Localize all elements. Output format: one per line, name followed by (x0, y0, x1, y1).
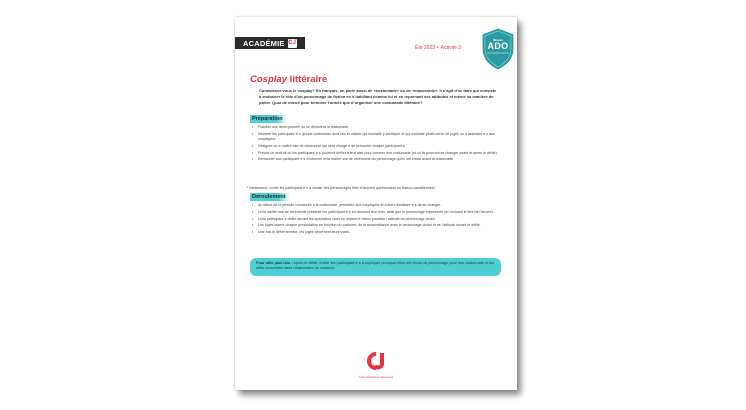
list-item: • Les juges notent chaque présentation en fonction du costume, de la ressemblance avec le personnage choisi et de l’attitude durant le défilé. (252, 223, 502, 228)
list-item: • Le/la participant·e défile devant les spectateur·rices en imitant le mieux possible l’attitude du personnage choisi. (252, 217, 502, 222)
list-item: • Demander aux participant·e·s d’informer le/la maître·sse de cérémonie du personnage qu’ils ont choisi avant la costumade. (252, 157, 502, 162)
list-item: • Planifier une demi-journée où se déroulera la costumade. (252, 125, 502, 130)
badge-level-text: ADO (487, 41, 509, 51)
section-heading-deroulement: Déroulement (250, 193, 290, 201)
header-bar (235, 37, 305, 49)
list-item: • Au début de la période consacrée à la costumade, permettre aux cosplayers et à leurs assistant·e·s de se changer. (252, 203, 502, 208)
tip-label: Pour aller plus loin : (256, 261, 293, 265)
separator: • (437, 45, 439, 51)
deroulement-list (252, 203, 502, 237)
brand-title: ACADÉMIE (243, 38, 285, 48)
section-heading-preparation: Préparation (250, 115, 287, 123)
list-item: • Désigner un·e maître·sse de cérémonie qui sera chargé·e de présenter chaque participant·e. (252, 144, 502, 149)
season-label: Été 2023 (415, 45, 436, 51)
season-activity (415, 45, 461, 51)
list-item: • Le/la maître·sse de cérémonie présente les participant·e·s en donnant leur nom, ainsi que le personnage représenté (en incluant le titre de l’œuvre). (252, 210, 502, 215)
list-item: • Une fois le défilé terminé, les juges décernent leurs votes. (252, 230, 502, 235)
badge-level-caption: Niveau (493, 38, 503, 42)
intro-paragraph: Connaissez-vous le cosplay? En français, on parle aussi de «costumade» ou de «mascarade». Il s’agit d’se faire qui consiste à endosser le rôle d’un personnage de fiction en s’habillant comme lui et en reprenant ses attitudes et même sa manière de parler. Quoi de mieux pour terminer l’année que d’organiser une costumade littéraire? (259, 88, 497, 105)
note-text: * Idéalement, inciter les participant·e·s à choisir des personnages tirés d’œuvres québécoises ou franco-canadiennes! (247, 186, 435, 190)
list-item: • Prévoir un endroit où les participant·e·s pourront défiler à leur aise pour montrer leur costumade (et où ils pourront se changer avant et après le défilé). (252, 151, 502, 156)
title-rest: littéraire (286, 74, 328, 85)
tip-box (250, 258, 501, 276)
level-badge (480, 27, 516, 71)
activity-label: Activité 2 (440, 45, 462, 51)
tip-text: Après le défilé, inviter les participant·e·s à expliquer pourquoi elles ont choisi ce personnage pour leur costumade et les défis rencontrés dans l’élaboration du costume. (256, 261, 495, 271)
document-page (235, 17, 517, 390)
footer-tagline: Communication-Jeunesse (358, 375, 394, 379)
title-emphasis: Cosplay (250, 74, 287, 85)
list-item: • Informer les participant·e·s qu’une costumade aura lieu et valider qui souhaite y participer et qui souhaite plutôt servir de jugés ou d’assistant·e·s aux cosplayers. (252, 132, 502, 142)
cj-logo-icon: CJ (288, 40, 296, 46)
cj-footer-logo-icon (366, 350, 388, 372)
preparation-list (252, 125, 502, 164)
page-title (250, 74, 327, 85)
